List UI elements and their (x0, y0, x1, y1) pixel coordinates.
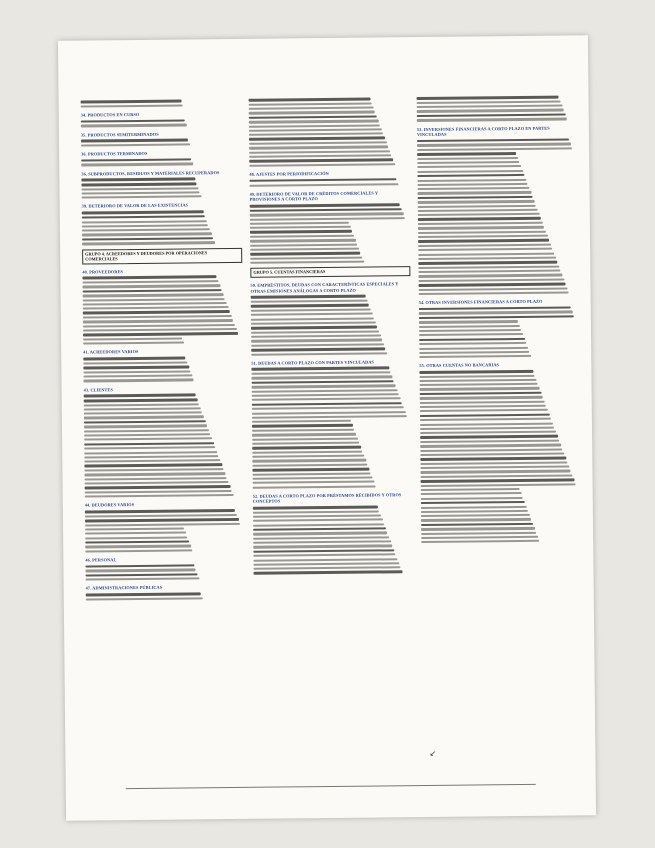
account-line (251, 330, 379, 334)
account-line (83, 306, 229, 310)
account-line (418, 278, 564, 282)
column-middle (249, 95, 414, 577)
account-line (420, 457, 566, 461)
account-line (420, 387, 540, 390)
account-line (250, 261, 364, 264)
account-line (81, 163, 193, 166)
account-line (420, 422, 553, 426)
account-line (81, 139, 188, 143)
account-line (419, 333, 523, 336)
account-line (82, 237, 213, 241)
account-line (421, 522, 533, 526)
account-line (250, 235, 354, 238)
account-line (249, 159, 393, 163)
account-line (421, 505, 527, 508)
section-heading: 41. ACREEDORES VARIOS (83, 349, 139, 355)
account-line (249, 146, 388, 150)
section-heading: 35. PRODUCTOS SEMITERMINADOS (80, 131, 159, 138)
account-line (253, 505, 378, 509)
account-line (85, 549, 192, 552)
account-line (419, 329, 521, 332)
account-line (254, 571, 403, 575)
account-line (420, 431, 556, 435)
account-line (251, 309, 371, 312)
account-line (252, 450, 362, 453)
account-line (253, 566, 400, 570)
account-line (84, 433, 210, 437)
section-heading: 54. OTRAS INVERSIONES FINANCIERAS A CORTO PLAZO (418, 298, 543, 306)
account-line (419, 355, 531, 358)
account-line (251, 304, 369, 308)
account-line (83, 315, 232, 319)
account-line (82, 242, 215, 246)
account-line (418, 261, 557, 265)
account-line (83, 310, 230, 314)
account-line (417, 157, 518, 160)
account-line (421, 531, 536, 534)
account-line (418, 213, 540, 216)
account-line (417, 138, 569, 142)
account-line (81, 100, 182, 104)
account-line (420, 396, 543, 399)
account-line (85, 545, 191, 548)
account-line (84, 416, 204, 419)
account-line (249, 128, 382, 132)
account-line (249, 141, 387, 145)
account-line (82, 284, 220, 288)
account-line (253, 485, 376, 488)
footer-rule (126, 784, 536, 789)
account-line (85, 477, 227, 481)
account-line (420, 440, 559, 444)
account-line (421, 501, 525, 505)
account-line (250, 217, 405, 221)
account-line (250, 226, 351, 229)
account-line (421, 478, 575, 482)
account-line (250, 239, 356, 242)
account-line (252, 472, 370, 475)
account-line (251, 347, 385, 351)
account-line (251, 367, 389, 371)
account-line (253, 510, 379, 514)
section-heading: 46. PERSONAL (85, 557, 117, 563)
account-line (84, 468, 223, 472)
account-line (420, 470, 570, 474)
account-line (418, 209, 538, 212)
account-line (421, 492, 522, 495)
account-line (417, 96, 559, 100)
account-line (250, 257, 362, 260)
account-line (249, 124, 380, 128)
account-line (249, 183, 398, 187)
account-line (251, 313, 373, 316)
account-line (420, 409, 548, 413)
account-line (418, 270, 560, 274)
account-line (85, 494, 234, 498)
account-line (421, 474, 573, 478)
section-heading: 36. PRODUCTOS TERMINADOS (81, 150, 148, 157)
section-heading: 48. AJUSTES POR PERIODIFICACIÓN (249, 171, 329, 177)
account-line (252, 437, 358, 440)
account-line (249, 133, 383, 137)
group-heading: GRUPO 4. ACREEDORES Y DEUDORES POR OPERACIONES COMERCIALES (82, 247, 242, 264)
account-line (417, 178, 526, 181)
account-line (417, 165, 521, 168)
account-line (421, 540, 539, 543)
account-line (252, 468, 369, 472)
account-line (252, 380, 394, 384)
account-line (249, 150, 390, 154)
account-line (419, 320, 518, 323)
account-line (420, 444, 561, 448)
account-line (418, 235, 548, 239)
account-line (84, 446, 215, 450)
document-page (58, 35, 596, 821)
account-line (421, 496, 523, 499)
account-line (83, 293, 224, 297)
account-line (81, 119, 185, 123)
account-line (417, 169, 523, 172)
account-line (420, 379, 537, 382)
account-line (84, 429, 209, 432)
account-line (84, 425, 207, 428)
account-line (419, 346, 528, 349)
account-line (249, 107, 374, 110)
account-line (418, 252, 554, 256)
account-line (252, 446, 361, 450)
account-line (83, 289, 222, 293)
account-line (418, 191, 532, 194)
account-line (84, 411, 202, 414)
account-line (421, 483, 576, 487)
account-line (419, 370, 533, 374)
account-line (417, 105, 563, 109)
account-line (252, 415, 407, 419)
section-heading: 49. DETERIORO DE VALOR DE CRÉDITOS COMERCIALES Y PROVISIONES A CORTO PLAZO (249, 190, 378, 203)
account-line (84, 420, 206, 424)
account-line (419, 374, 534, 377)
account-line (418, 244, 551, 248)
account-line (420, 418, 551, 422)
account-line (420, 448, 562, 452)
account-line (419, 351, 529, 354)
account-line (418, 217, 541, 221)
account-line (82, 196, 202, 199)
section-heading: 52. DEUDAS A CORTO PLAZO POR PRÉSTAMOS RECIBIDOS Y OTROS CONCEPTOS (252, 491, 402, 505)
account-line (418, 248, 552, 252)
section-heading: 34. PRODUCTOS EN CURSO (80, 111, 140, 118)
account-line (417, 147, 572, 151)
account-line (252, 455, 364, 458)
account-line (418, 265, 559, 269)
account-line (84, 403, 199, 406)
account-line (251, 295, 366, 299)
account-line (83, 370, 190, 373)
account-line (417, 187, 529, 190)
account-line (85, 485, 231, 489)
account-line (85, 518, 239, 522)
section-heading: 40. PROVEEDORES (82, 268, 124, 275)
column-right (417, 93, 582, 545)
section-heading: 44. DEUDORES VARIOS (84, 502, 135, 508)
account-line (84, 394, 196, 398)
account-line (420, 383, 538, 386)
account-line (82, 210, 204, 214)
account-line (85, 523, 240, 527)
account-line (420, 413, 550, 417)
section-heading: 53. INVERSIONES FINANCIERAS A CORTO PLAZO EN PARTES VINCULADAS (416, 125, 550, 138)
account-line (250, 252, 360, 256)
account-line (419, 287, 568, 291)
account-line (419, 315, 574, 319)
account-line (85, 540, 189, 544)
account-line (421, 536, 538, 539)
account-line (84, 451, 217, 455)
account-line (82, 224, 208, 228)
account-line (417, 100, 561, 104)
account-line (253, 554, 395, 558)
account-line (84, 459, 220, 463)
account-line (418, 226, 544, 230)
account-line (85, 514, 237, 518)
account-line (83, 332, 238, 336)
column-left (81, 97, 246, 603)
account-line (85, 481, 229, 485)
account-line (253, 545, 392, 549)
account-line (417, 183, 527, 186)
account-line (82, 233, 212, 237)
account-line (418, 222, 543, 225)
account-line (83, 357, 185, 361)
account-line (252, 463, 367, 466)
account-line (253, 527, 386, 531)
account-line (250, 248, 359, 251)
account-line (417, 152, 516, 156)
account-line (83, 319, 233, 323)
account-line (418, 195, 533, 199)
account-line (417, 161, 519, 164)
account-line (83, 337, 182, 340)
account-line (84, 407, 201, 410)
account-line (253, 536, 389, 540)
account-line (84, 437, 212, 441)
account-line (421, 518, 531, 521)
account-line (250, 243, 357, 246)
account-line (253, 558, 397, 562)
account-line (253, 562, 399, 566)
account-line (84, 463, 222, 467)
account-line (418, 256, 556, 260)
account-line (253, 481, 375, 484)
account-line (250, 213, 404, 217)
account-line (418, 274, 562, 278)
handwritten-mark: ↙ (429, 748, 437, 758)
account-line (420, 392, 542, 396)
account-line (252, 429, 354, 432)
account-line (86, 592, 201, 596)
account-line (420, 426, 554, 430)
account-line (85, 509, 235, 513)
account-line (420, 452, 564, 456)
account-line (250, 203, 400, 207)
account-line (250, 222, 349, 225)
account-line (420, 405, 546, 409)
account-line (252, 459, 366, 462)
account-line (417, 118, 567, 122)
account-line (419, 325, 520, 328)
account-line (420, 466, 569, 470)
account-line (417, 174, 524, 178)
account-line (419, 306, 571, 310)
account-line (253, 540, 391, 544)
account-line (251, 371, 390, 375)
section-heading: 43. CLIENTES (83, 386, 113, 393)
account-line (253, 549, 394, 553)
account-line (85, 532, 186, 535)
account-line (418, 200, 535, 203)
account-line (85, 490, 232, 494)
account-line (249, 111, 375, 115)
account-line (421, 527, 535, 530)
account-line (252, 402, 402, 406)
account-line (252, 442, 359, 445)
section-heading: 55. OTRAS CUENTAS NO BANCARIAS (419, 362, 500, 369)
account-line (82, 228, 210, 232)
account-line (81, 182, 196, 186)
account-line (83, 366, 189, 370)
account-line (249, 120, 379, 124)
account-line (81, 178, 195, 182)
account-line (418, 239, 549, 243)
account-line (84, 398, 198, 402)
account-line (81, 124, 187, 127)
group-heading: GRUPO 5. CUENTAS FINANCIERAS (250, 267, 410, 278)
account-line (252, 406, 404, 410)
account-line (82, 280, 218, 284)
account-line (420, 461, 567, 465)
account-line (421, 514, 530, 517)
account-line (84, 455, 218, 459)
account-line (249, 137, 385, 141)
section-heading: 36. SUBPRODUCTOS, RESIDUOS Y MATERIALES RECUPERADOS (81, 169, 220, 177)
account-line (253, 514, 381, 518)
account-line (252, 389, 398, 393)
account-line (85, 536, 187, 539)
account-line (81, 143, 190, 146)
account-line (251, 334, 381, 338)
account-line (82, 215, 205, 219)
account-line (83, 298, 225, 302)
account-line (84, 472, 225, 476)
account-line (85, 564, 194, 568)
account-line (417, 113, 566, 117)
account-line (418, 230, 546, 234)
account-line (252, 397, 401, 401)
account-line (83, 324, 235, 328)
account-line (251, 376, 392, 380)
account-line (84, 442, 214, 446)
section-heading: 51. DEUDAS A CORTO PLAZO CON PARTES VINCULADAS (251, 359, 375, 366)
account-line (82, 276, 216, 280)
account-line (251, 300, 368, 303)
account-line (251, 326, 377, 330)
account-line (86, 597, 203, 600)
account-line (252, 433, 356, 436)
account-line (417, 143, 571, 147)
account-line (253, 476, 373, 479)
account-line (83, 302, 227, 306)
account-line (420, 400, 545, 403)
section-heading: 50. EMPRÉSTITOS, DEUDAS CON CARACTERÍSTICAS ESPECIALES Y OTRAS EMISIONES ANÁLOGAS A CORTO PLAZO (250, 281, 399, 294)
account-line (253, 523, 384, 527)
account-line (81, 104, 183, 107)
account-line (249, 163, 395, 167)
account-line (251, 321, 376, 324)
account-line (86, 573, 198, 577)
account-line (249, 98, 371, 102)
account-line (419, 342, 526, 345)
account-line (83, 361, 187, 364)
account-line (251, 343, 384, 347)
account-line (251, 317, 374, 320)
account-line (85, 569, 195, 572)
account-line (81, 158, 191, 162)
account-line (251, 352, 387, 356)
account-line (82, 220, 207, 223)
account-line (86, 578, 200, 581)
account-line (252, 424, 353, 428)
account-line (418, 204, 536, 207)
account-line (249, 102, 372, 105)
account-line (249, 178, 396, 182)
account-line (417, 109, 564, 113)
account-line (81, 187, 198, 190)
account-line (418, 282, 565, 286)
account-line (419, 337, 525, 341)
account-line (249, 154, 391, 158)
account-line (252, 385, 396, 389)
account-line (83, 379, 193, 382)
account-line (419, 311, 573, 315)
account-line (421, 488, 520, 491)
account-line (252, 420, 351, 423)
account-line (420, 435, 558, 439)
account-line (253, 532, 387, 536)
account-line (249, 115, 377, 119)
account-line (82, 191, 200, 194)
account-line (83, 342, 184, 345)
account-line (250, 230, 352, 234)
account-line (419, 291, 569, 295)
account-line (251, 339, 382, 343)
section-heading: 47. ADMINISTRACIONES PÚBLICAS (85, 585, 163, 592)
account-line (421, 510, 528, 513)
account-line (253, 519, 383, 523)
account-line (83, 328, 237, 332)
account-line (250, 208, 402, 212)
account-line (83, 374, 192, 377)
account-line (252, 411, 406, 415)
account-line (85, 527, 184, 530)
account-line (252, 393, 399, 397)
section-heading: 39. DETERIORO DE VALOR DE LAS EXISTENCIAS (81, 202, 189, 210)
